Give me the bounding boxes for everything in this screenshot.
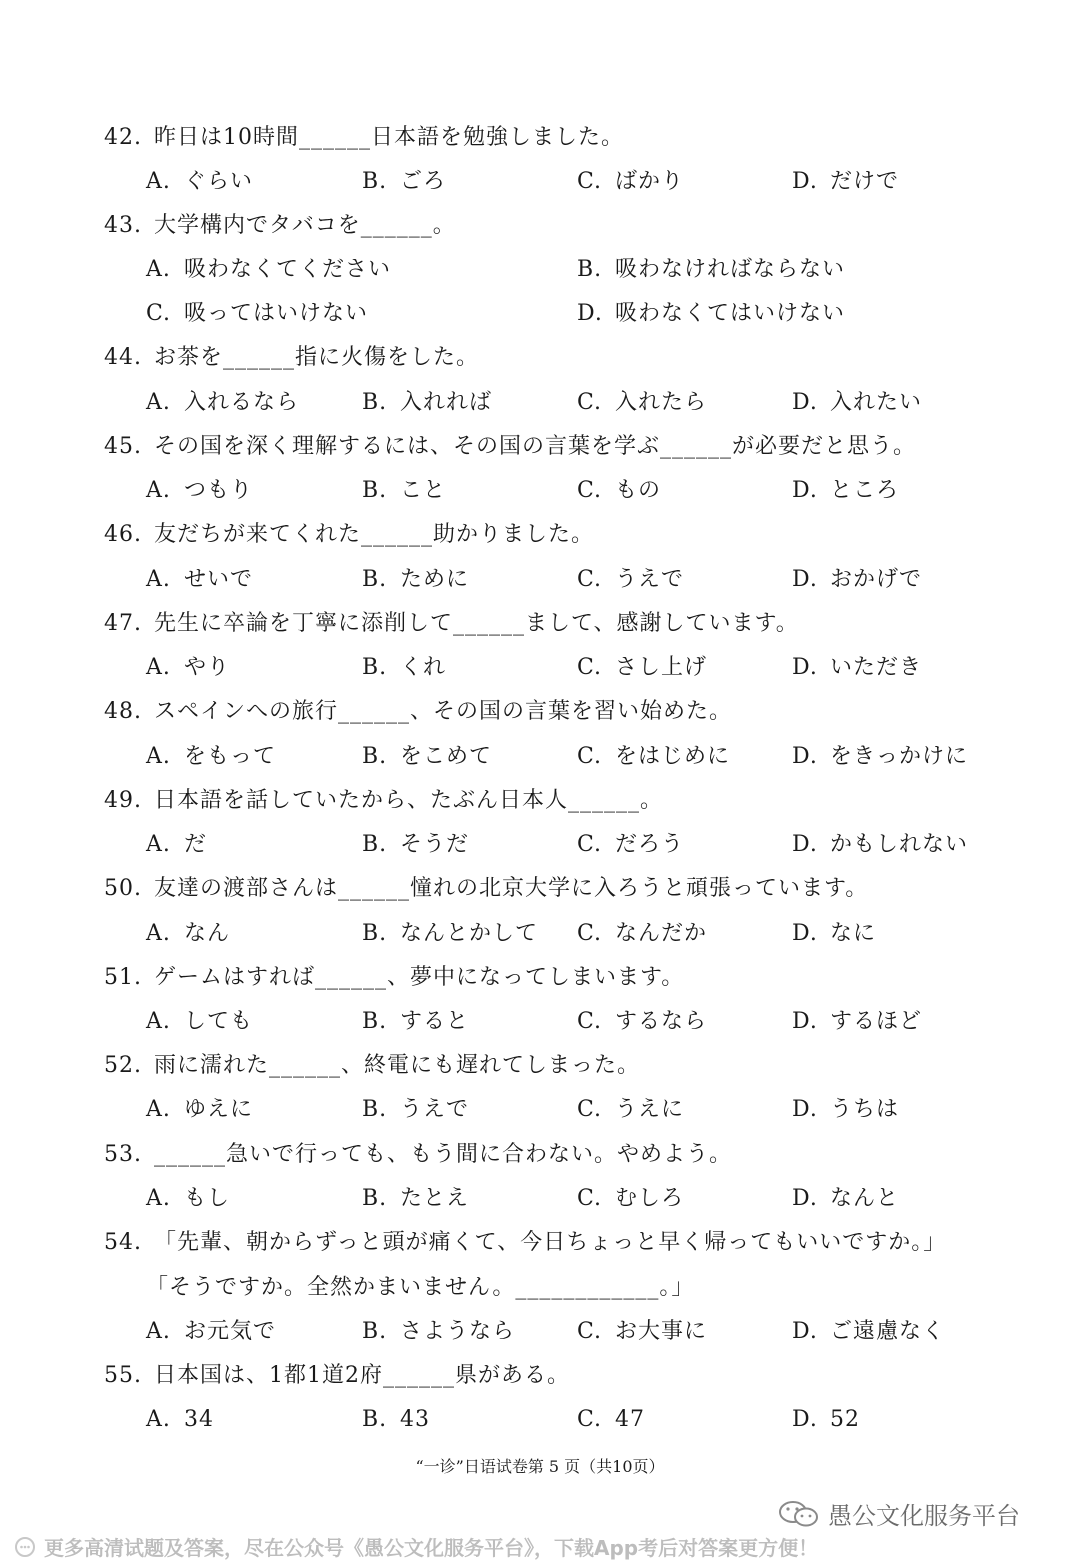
question-50: 50. 友達の渡部さんは______憧れの北京大学に入ろうと頑張っています。 xyxy=(104,876,869,901)
option-a: A. 34 xyxy=(146,1407,214,1432)
option-c: C. 吸ってはいけない xyxy=(146,301,369,326)
question-text: 友達の渡部さんは______憧れの北京大学に入ろうと頑張っています。 xyxy=(154,876,869,901)
option-c: C. だろう xyxy=(577,832,685,857)
option-d: D. 52 xyxy=(792,1407,860,1432)
option-d: D. なんと xyxy=(792,1186,900,1211)
option-a: A. お元気で xyxy=(146,1319,277,1344)
option-d: D. いただき xyxy=(792,655,923,680)
option-a: A. せいで xyxy=(146,567,254,592)
option-d: D. するほど xyxy=(792,1009,923,1034)
question-46: 46. 友だちが来てくれた______助かりました。 xyxy=(104,522,595,547)
option-a: A. 入れるなら xyxy=(146,390,300,415)
question-text: 先生に卒論を丁寧に添削して______まして、感謝しています。 xyxy=(154,611,799,636)
chat-bubble-icon xyxy=(14,1536,36,1558)
option-b: B. なんとかして xyxy=(362,921,539,946)
option-b: B. こと xyxy=(362,478,447,503)
option-d: D. なに xyxy=(792,921,877,946)
option-b: B. をこめて xyxy=(362,744,493,769)
question-text: 雨に濡れた______、終電にも遅れてしまった。 xyxy=(154,1053,641,1078)
option-d: D. だけで xyxy=(792,169,900,194)
promo-banner-text: 更多高清试题及答案，尽在公众号《愚公文化服务平台》，下载App考后对答案更方便！ xyxy=(44,1536,819,1560)
page-footer: “一诊”日语试卷第 5 页（共10页） xyxy=(415,1457,665,1476)
option-a: A. ぐらい xyxy=(146,169,254,194)
option-c: C. ばかり xyxy=(577,169,685,194)
question-text: ______急いで行っても、もう間に合わない。やめよう。 xyxy=(154,1142,733,1167)
question-text: 友だちが来てくれた______助かりました。 xyxy=(154,522,595,547)
option-d: D. ところ xyxy=(792,478,900,503)
option-b: B. さようなら xyxy=(362,1319,516,1344)
question-text: スペインへの旅行______、その国の言葉を習い始めた。 xyxy=(154,699,733,724)
option-c: C. 47 xyxy=(577,1407,645,1432)
question-54: 54. 「先輩、朝からずっと頭が痛くて、今日ちょっと早く帰ってもいいですか。」 xyxy=(104,1230,947,1255)
option-d: D. 吸わなくてはいけない xyxy=(577,301,846,326)
watermark-text: 愚公文化服务平台 xyxy=(828,1502,1020,1530)
question-45: 45. その国を深く理解するには、その国の言葉を学ぶ______が必要だと思う。 xyxy=(104,434,917,459)
question-text: その国を深く理解するには、その国の言葉を学ぶ______が必要だと思う。 xyxy=(154,434,917,459)
option-b: B. たとえ xyxy=(362,1186,470,1211)
question-54-reply: 「そうですか。全然かまいません。____________。」 xyxy=(146,1275,695,1300)
option-d: D. うちは xyxy=(792,1097,900,1122)
option-b: B. ために xyxy=(362,567,470,592)
option-d: D. ご遠慮なく xyxy=(792,1319,946,1344)
option-d: D. 入れたい xyxy=(792,390,923,415)
option-a: A. やり xyxy=(146,655,231,680)
option-a: A. なん xyxy=(146,921,231,946)
option-c: C. むしろ xyxy=(577,1186,685,1211)
wechat-icon xyxy=(776,1499,822,1529)
option-a: A. だ xyxy=(146,832,208,857)
option-d: D. かもしれない xyxy=(792,832,969,857)
question-text: 「先輩、朝からずっと頭が痛くて、今日ちょっと早く帰ってもいいですか。」 xyxy=(154,1230,947,1255)
option-a: A. つもり xyxy=(146,478,254,503)
option-d: D. をきっかけに xyxy=(792,744,969,769)
option-b: B. すると xyxy=(362,1009,470,1034)
option-a: A. しても xyxy=(146,1009,254,1034)
question-53: 53. ______急いで行っても、もう間に合わない。やめよう。 xyxy=(104,1142,733,1167)
question-text: 日本国は、1都1道2府______県がある。 xyxy=(154,1363,570,1388)
option-c: C. お大事に xyxy=(577,1319,708,1344)
option-c: C. もの xyxy=(577,478,662,503)
question-52: 52. 雨に濡れた______、終電にも遅れてしまった。 xyxy=(104,1053,641,1078)
option-c: C. 入れたら xyxy=(577,390,708,415)
promo-banner xyxy=(14,1532,818,1561)
question-55: 55. 日本国は、1都1道2府______県がある。 xyxy=(104,1363,570,1388)
question-43: 43. 大学構内でタバコを______。 xyxy=(104,213,456,238)
question-text: 大学構内でタバコを______。 xyxy=(154,213,456,238)
option-a: A. 吸わなくてください xyxy=(146,257,392,282)
option-b: B. くれ xyxy=(362,655,447,680)
option-c: C. をはじめに xyxy=(577,744,731,769)
option-b: B. ごろ xyxy=(362,169,447,194)
option-a: A. をもって xyxy=(146,744,277,769)
option-c: C. なんだか xyxy=(577,921,708,946)
option-b: B. うえで xyxy=(362,1097,470,1122)
question-47: 47. 先生に卒論を丁寧に添削して______まして、感謝しています。 xyxy=(104,611,799,636)
question-text: ゲームはすれば______、夢中になってしまいます。 xyxy=(154,965,685,990)
watermark xyxy=(776,1496,1020,1531)
question-44: 44. お茶を______指に火傷をした。 xyxy=(104,345,480,370)
option-c: C. うえに xyxy=(577,1097,685,1122)
option-a: A. もし xyxy=(146,1186,231,1211)
question-48: 48. スペインへの旅行______、その国の言葉を習い始めた。 xyxy=(104,699,733,724)
question-text: お茶を______指に火傷をした。 xyxy=(154,345,480,370)
option-c: C. うえで xyxy=(577,567,685,592)
option-b: B. 入れれば xyxy=(362,390,493,415)
option-b: B. 吸わなければならない xyxy=(577,257,846,282)
option-d: D. おかげで xyxy=(792,567,923,592)
option-b: B. そうだ xyxy=(362,832,470,857)
question-51: 51. ゲームはすれば______、夢中になってしまいます。 xyxy=(104,965,685,990)
option-a: A. ゆえに xyxy=(146,1097,254,1122)
option-b: B. 43 xyxy=(362,1407,430,1432)
question-text: 日本語を話していたから、たぶん日本人______。 xyxy=(154,788,664,813)
question-49: 49. 日本語を話していたから、たぶん日本人______。 xyxy=(104,788,664,813)
option-c: C. するなら xyxy=(577,1009,708,1034)
question-42: 42. 昨日は10時間______日本語を勉強しました。 xyxy=(104,125,624,150)
option-c: C. さし上げ xyxy=(577,655,708,680)
question-text: 昨日は10時間______日本語を勉強しました。 xyxy=(154,125,624,150)
